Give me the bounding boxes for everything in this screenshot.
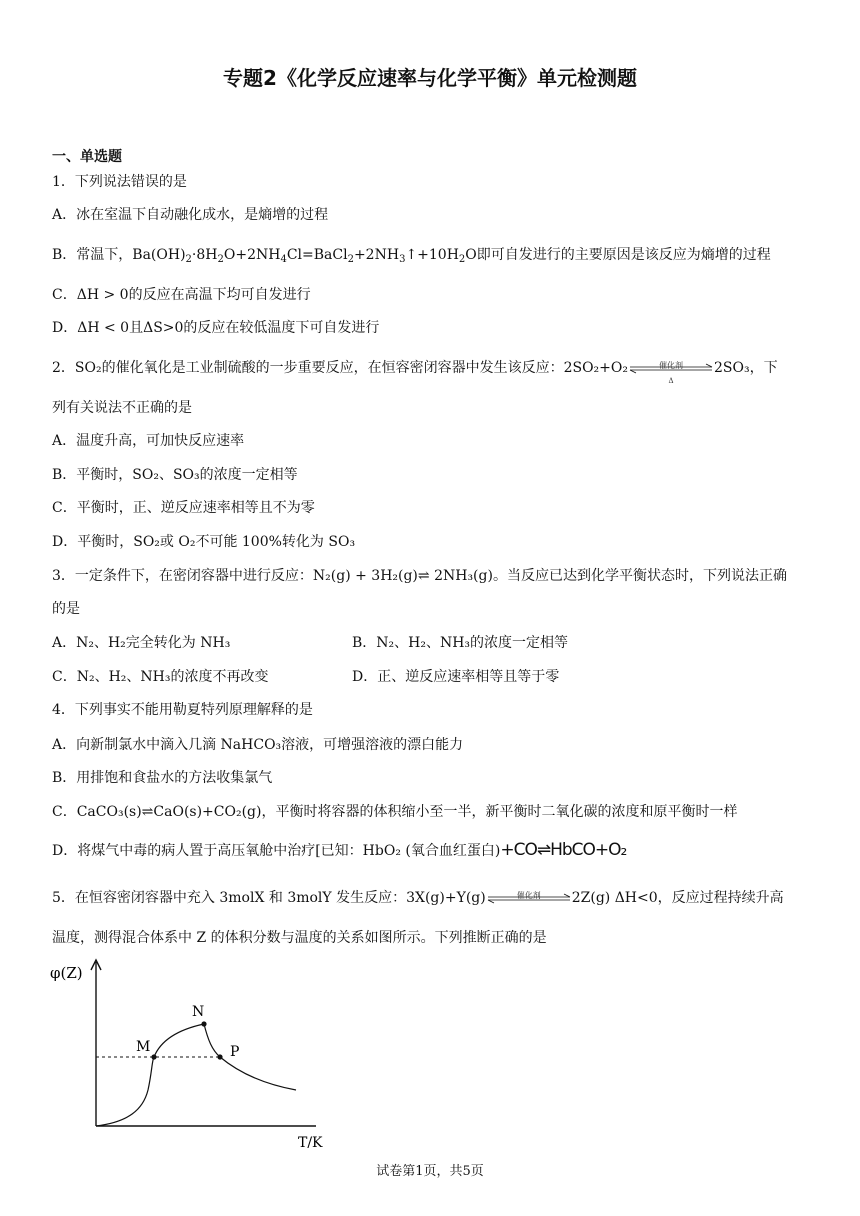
q3-stem-cont: 的是	[52, 601, 80, 617]
reversible-arrow-icon: 催化剂 Δ	[628, 358, 714, 378]
q5-stem: 5．在恒容密闭容器中充入 3molX 和 3molY 发生反应：3X(g)+Y(g) 催化剂 2Z(g) ΔH<0，反应过程持续升高	[52, 890, 784, 906]
q2-option-a: A．温度升高，可加快反应速率	[52, 433, 245, 449]
q2-option-b: B．平衡时，SO₂、SO₃的浓度一定相等	[52, 467, 298, 483]
x-axis-label: T/K	[298, 1135, 323, 1150]
point-m	[151, 1054, 156, 1059]
q4-option-a: A．向新制氯水中滴入几滴 NaHCO₃溶液，可增强溶液的漂白能力	[52, 737, 464, 753]
point-n	[201, 1021, 206, 1026]
q2-stem: 2．SO₂的催化氧化是工业制硫酸的一步重要反应，在恒容密闭容器中发生该反应：2SO₂+O₂ 催化剂 Δ 2SO₃，下	[52, 360, 778, 385]
q4-option-b: B．用排饱和食盐水的方法收集氯气	[52, 770, 273, 786]
point-p	[217, 1054, 222, 1059]
point-n-label: N	[192, 1004, 205, 1020]
catalyst-arrow-icon: 催化剂	[486, 888, 572, 908]
q3-stem: 3．一定条件下，在密闭容器中进行反应：N₂(g) + 3H₂(g)⇌ 2NH₃(g)。当反应已达到化学平衡状态时，下列说法正确	[52, 568, 787, 584]
q1-option-a: A．冰在室温下自动融化成水，是熵增的过程	[52, 207, 329, 223]
q5-stem-cont: 温度，测得混合体系中 Z 的体积分数与温度的关系如图所示。下列推断正确的是	[52, 930, 547, 946]
page-title: 专题2《化学反应速率与化学平衡》单元检测题	[223, 66, 637, 90]
q3-option-d: D．正、逆反应速率相等且等于零	[352, 669, 560, 685]
point-m-label: M	[136, 1039, 151, 1055]
q4-option-c: C．CaCO₃(s)⇌CaO(s)+CO₂(g)，平衡时将容器的体积缩小至一半，新平衡时二氧化碳的浓度和原平衡时一样	[52, 804, 738, 820]
page-footer: 试卷第1页，共5页	[376, 1164, 484, 1179]
q3-option-a: A．N₂、H₂完全转化为 NH₃	[52, 635, 231, 651]
q2-option-d: D．平衡时，SO₂或 O₂不可能 100%转化为 SO₃	[52, 534, 356, 550]
q1-b-equation: $Ba(OH)_2\cdot 8H_2O+2NH_4Cl=BaCl_2+2NH_3↑+10H_2O$	[132, 247, 477, 265]
q2-stem-cont: 列有关说法不正确的是	[52, 400, 192, 416]
q1-option-d: D．ΔH < 0且ΔS>0的反应在较低温度下可自发进行	[52, 320, 380, 336]
q2-option-c: C．平衡时，正、逆反应速率相等且不为零	[52, 500, 315, 516]
q1-option-b: B．常温下，$Ba(OH)_2\cdot 8H_2O+2NH_4Cl=BaCl_2+2NH_3↑+10H_2O$即可自发进行的主要原因是该反应为熵增的过程	[52, 247, 771, 265]
q4-option-d: D．将煤气中毒的病人置于高压氧舱中治疗[已知：HbO₂ (氧合血红蛋白)+CO⇌HbCO+O₂	[52, 840, 627, 860]
point-p-label: P	[230, 1044, 240, 1060]
q3-option-c: C．N₂、H₂、NH₃的浓度不再改变	[52, 669, 269, 685]
q4-stem: 4．下列事实不能用勒夏特列原理解释的是	[52, 702, 313, 718]
y-axis-label: φ(Z)	[50, 964, 83, 982]
q1-option-c: C．ΔH > 0的反应在高温下均可自发进行	[52, 287, 311, 303]
section-heading: 一、单选题	[52, 149, 122, 165]
q1-stem: 1．下列说法错误的是	[52, 174, 187, 190]
phi-z-temperature-chart	[48, 950, 338, 1150]
q3-option-b: B．N₂、H₂、NH₃的浓度一定相等	[352, 635, 569, 651]
